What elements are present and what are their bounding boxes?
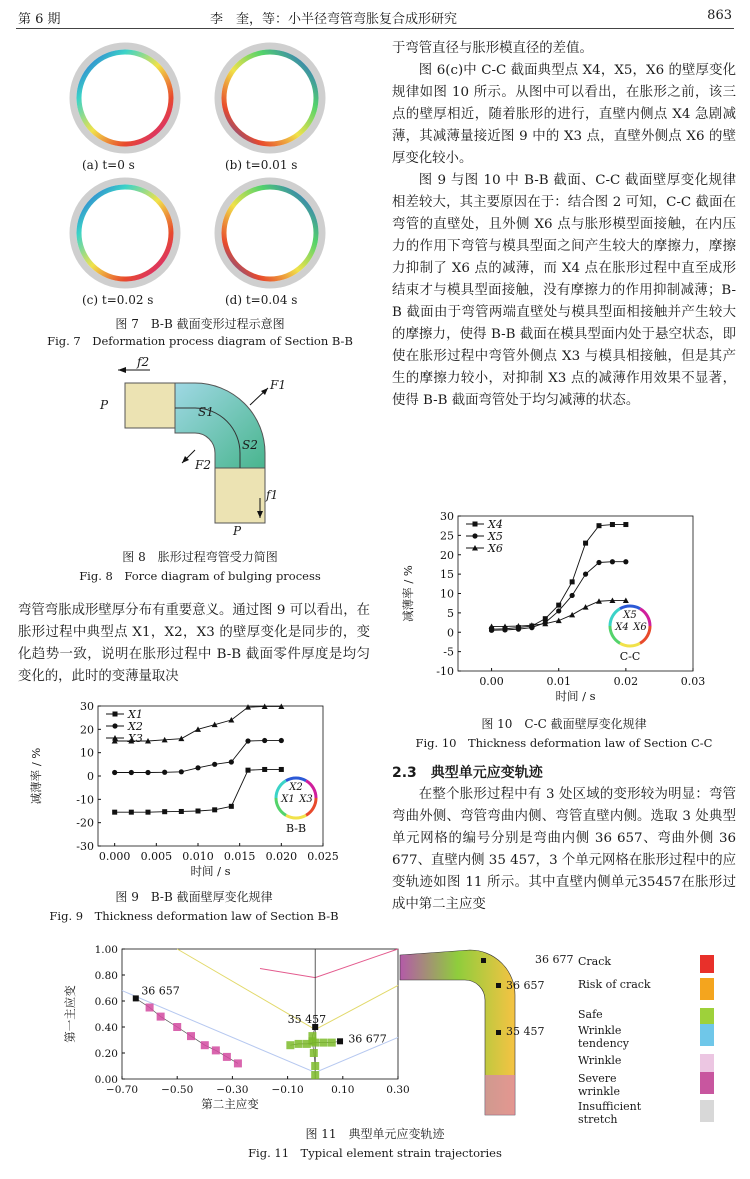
x-tick-label: 0.020 [265, 850, 298, 863]
data-point-X1 [162, 809, 167, 814]
element-label-36677: 36 677 [348, 1032, 387, 1046]
x-tick-label: 0.10 [331, 1084, 355, 1096]
data-point-X5 [623, 559, 628, 564]
x-tick-label: 0.010 [182, 850, 214, 863]
data-point-36 657 [157, 1013, 165, 1021]
data-point-X2 [112, 770, 117, 775]
label-f2: f2 [137, 355, 150, 369]
legend-risk: Risk of crack [578, 978, 726, 1008]
data-point-X5 [583, 572, 588, 577]
x-axis-label: 时间 / s [190, 864, 231, 878]
y-tick-label: 10 [440, 587, 454, 601]
figure-9 [28, 700, 368, 878]
legend-label: X1 [128, 708, 143, 721]
inset-section-label: C-C [619, 650, 641, 663]
data-point-X2 [145, 770, 150, 775]
fig7-panel-a [73, 46, 177, 150]
x-tick-label: 0.00 [479, 675, 504, 688]
y-tick-label: 0.80 [94, 970, 118, 982]
label-s1: S1 [198, 405, 214, 419]
data-point-X2 [279, 738, 284, 743]
right-p3: 图 9 与图 10 中 B-B 截面、C-C 截面壁厚变化规律相差较大，其主要原因在于：结合图 2 可知，C-C 截面在弯管的直壁处，且外侧 X6 点与胀形模型面接触，在内压力的作用下弯管与模具型面之间产生较大的摩擦力，摩擦力抑制了 X6 点的减薄，而 X4 点在胀形过程中直至成形结束才与模具型面接触，没有摩擦力的作用抑制减薄；B-B 截面由于弯管两端直壁处与模具型面相接触并产生较大的摩擦力，使得 B-B 截面在模具型面内处于悬空状态，即使在胀形过程中弯管外侧点 X3 与模具相接触，但是其产生的摩擦力较小，对抑制 X3 点的减薄作用效果不显著，使得 B-B 截面弯管处于均匀减薄的状态。 [392, 173, 736, 408]
section-p1: 在整个胀形过程中有 3 处区域的变形较为明显：弯管弯曲外侧、弯管弯曲内侧、弯管直壁内侧。选取 3 处典型单元网格的编号分别是弯曲内侧 36 657、弯曲外侧 36 677、直壁内侧 35 457，3 个单元网格在胀形过程中的应变轨迹如图 11 所示。其中直壁内侧单元35457在胀形过成中第二主应变 [392, 787, 736, 912]
x-tick-label: 0.025 [307, 850, 339, 863]
inset-ring-segment [620, 643, 640, 646]
data-point-X4 [570, 579, 575, 584]
data-point-X2 [212, 762, 217, 767]
legend-label: X4 [488, 518, 503, 531]
legend-wrinkle-tendency: Wrinkle tendency [578, 1024, 726, 1054]
data-point-36 677 [286, 1041, 294, 1049]
section-paragraph [392, 784, 736, 916]
y-tick-label: 0.40 [94, 1022, 118, 1034]
fig7-panels [20, 38, 380, 348]
data-point-X2 [195, 765, 200, 770]
limit-curve-red [260, 949, 398, 978]
data-point-36 677 [311, 1039, 319, 1047]
data-point-X1 [262, 767, 267, 772]
data-point-36 657 [173, 1023, 181, 1031]
data-point-X5 [556, 608, 561, 613]
x-tick-label: −0.50 [161, 1084, 194, 1096]
label-p-bottom: P [233, 524, 242, 538]
legend-insufficient: Insufficient stretch [578, 1100, 726, 1128]
x-tick-label: −0.70 [105, 1084, 139, 1096]
x-axis-label: 第二主应变 [201, 1097, 259, 1111]
right-p1: 于弯管直径与胀形模直径的差值。 [392, 41, 593, 56]
y-tick-label: -10 [76, 793, 94, 807]
header-rule [16, 28, 734, 29]
label-f1-lower: f1 [266, 488, 279, 502]
data-point-36 677 [295, 1040, 303, 1048]
left-paragraph [18, 600, 370, 688]
fig7-panel-c [73, 181, 177, 285]
label-f2-lower: F2 [195, 458, 211, 472]
issue-number: 第 6 期 [18, 12, 61, 27]
data-point-X1 [196, 809, 201, 814]
legend-label: X6 [488, 542, 503, 555]
legend-wrinkle: Wrinkle [578, 1054, 726, 1072]
figure-11 [60, 935, 740, 1126]
fig7-label-b: (b) t=0.01 s [225, 158, 298, 172]
data-point-X4 [583, 541, 588, 546]
data-point-X6 [569, 612, 575, 618]
x-tick-label: 0.30 [386, 1084, 410, 1096]
legend-swatch [700, 1054, 714, 1072]
inset-point-label: X4 [615, 622, 629, 633]
y-axis-label: 第一主应变 [63, 985, 77, 1043]
figure-7 [20, 38, 380, 348]
x-tick-label: 0.02 [613, 675, 639, 688]
legend-marker [112, 723, 117, 728]
left-paragraph-text: 弯管弯胀成形壁厚分布有重要意义。通过图 9 可以看出，在胀形过程中典型点 X1，X2，X3 的壁厚变化是同步的，变化趋势一致，说明在胀形过程中 B-B 截面零件厚度是均匀变化的，此时的变薄量取决 [18, 603, 370, 684]
data-point-X1 [212, 807, 217, 812]
data-point-X1 [279, 767, 284, 772]
legend-marker [473, 522, 478, 527]
data-point-36 677 [328, 1039, 336, 1047]
fig7-caption-cn: 图 7 B-B 截面变形过程示意图 [115, 317, 285, 331]
inset-point-label: X5 [623, 610, 637, 621]
data-point-36 657 [133, 995, 139, 1001]
fig7-panel-d [218, 181, 322, 285]
data-point-X5 [610, 559, 615, 564]
data-point-35 457 [311, 1071, 319, 1079]
part-label-b: 36 657 [506, 979, 545, 992]
y-tick-label: 20 [440, 548, 454, 562]
x-tick-label: 0.03 [680, 675, 706, 688]
data-point-36 657 [146, 1004, 154, 1012]
data-point-X2 [179, 769, 184, 774]
y-axis-label: 减薄率 / % [401, 565, 415, 622]
y-tick-label: -30 [76, 840, 94, 853]
y-tick-label: 25 [440, 529, 454, 543]
x-tick-label: −0.10 [271, 1084, 304, 1096]
data-point-X1 [112, 810, 117, 815]
data-point-36 677 [303, 1040, 311, 1048]
data-point-X2 [129, 770, 134, 775]
fig7-panel-b [218, 46, 322, 150]
data-point-X2 [262, 738, 267, 743]
data-point-X5 [596, 560, 601, 565]
data-point-36 657 [201, 1041, 209, 1049]
right-column-text [392, 38, 736, 412]
legend-swatch [700, 955, 714, 973]
fig10-caption-cn: 图 10 C-C 截面壁厚变化规律 [481, 717, 647, 731]
x-tick-label: −0.30 [216, 1084, 249, 1096]
data-point-X5 [570, 593, 575, 598]
data-point-35 457 [310, 1049, 318, 1057]
limit-curve-blue [122, 991, 398, 1073]
fig11-caption-en: Fig. 11 Typical element strain trajectories [248, 1146, 502, 1160]
data-point-X1 [179, 809, 184, 814]
y-tick-label: 0.00 [94, 1074, 118, 1086]
fig11-caption-cn: 图 11 典型单元应变轨迹 [305, 1127, 445, 1141]
inset-point-label: X3 [299, 794, 313, 805]
y-tick-label: 5 [447, 606, 454, 620]
x-tick-label: 0.01 [546, 675, 571, 688]
fig10-caption-en: Fig. 10 Thickness deformation law of Section C-C [415, 736, 713, 750]
data-point-X2 [245, 738, 250, 743]
data-point-X4 [623, 522, 628, 527]
y-tick-label: 20 [80, 723, 94, 737]
fig9-caption-en: Fig. 9 Thickness deformation law of Section B-B [49, 909, 339, 923]
y-tick-label: 0.60 [94, 996, 118, 1008]
fig7-caption-en: Fig. 7 Deformation process diagram of Section B-B [47, 334, 353, 348]
legend-swatch [700, 978, 714, 1000]
legend-swatch [700, 1100, 714, 1122]
legend-label: X3 [128, 732, 143, 745]
figure-8 [20, 350, 380, 590]
inset-point-label: X2 [289, 782, 303, 793]
x-tick-label: 0.000 [98, 850, 131, 863]
y-tick-label: 0 [87, 770, 94, 783]
page-number: 863 [707, 8, 732, 23]
inset-ring-segment [286, 778, 306, 781]
element-label-36657: 36 657 [141, 984, 180, 998]
legend-swatch [700, 1024, 714, 1046]
data-point-36 657 [187, 1032, 195, 1040]
fig7-label-a: (a) t=0 s [82, 158, 135, 172]
data-point-X4 [597, 523, 602, 528]
inset-point-label: X6 [633, 622, 647, 633]
data-point-X6 [556, 618, 562, 624]
fig7-label-c: (c) t=0.02 s [82, 293, 154, 307]
inset-ring-segment [620, 606, 640, 609]
legend-swatch [700, 1072, 714, 1094]
data-point-X1 [129, 810, 134, 815]
fig8-caption-en: Fig. 8 Force diagram of bulging process [79, 569, 321, 583]
part-label-c: 35 457 [506, 1025, 545, 1038]
y-tick-label: 30 [80, 700, 94, 713]
element-label-35457: 35 457 [287, 1013, 327, 1027]
y-tick-label: -5 [443, 645, 454, 659]
data-point-X4 [610, 522, 615, 527]
data-point-X2 [162, 770, 167, 775]
data-point-X4 [556, 603, 561, 608]
y-tick-label: 0 [447, 626, 454, 640]
y-axis-label: 减薄率 / % [29, 747, 43, 805]
inset-point-label: X1 [281, 794, 295, 805]
legend-swatch [700, 1008, 714, 1024]
legend-label: X5 [488, 530, 503, 543]
fig7-label-d: (d) t=0.04 s [225, 293, 298, 307]
data-point-35 457 [311, 1062, 319, 1070]
data-point-X6 [583, 604, 589, 610]
y-tick-label: 30 [440, 510, 454, 523]
label-p-left: P [100, 398, 109, 412]
y-tick-label: -20 [76, 816, 94, 830]
fig8-diagram [20, 350, 380, 540]
legend-safe: Safe [578, 1008, 726, 1024]
inset-ring-segment [286, 815, 306, 818]
fig10-chart [400, 508, 730, 708]
legend-marker [472, 533, 477, 538]
fig9-chart [28, 700, 368, 878]
fig8-caption-cn: 图 8 胀形过程弯管受力简图 [122, 550, 278, 564]
legend-severe-wrinkle: Severe wrinkle [578, 1072, 726, 1100]
series-line-X1 [115, 769, 282, 812]
legend-label: X2 [128, 720, 143, 733]
label-s2: S2 [242, 438, 258, 452]
x-axis-label: 时间 / s [555, 689, 596, 703]
data-point-X1 [146, 810, 151, 815]
y-tick-label: 0.20 [94, 1048, 118, 1060]
y-tick-label: 10 [80, 746, 94, 760]
fig11-chart [60, 935, 410, 1115]
data-point-36 657 [234, 1059, 242, 1067]
legend-crack: Crack [578, 955, 726, 978]
fig9-caption-cn: 图 9 B-B 截面壁厚变化规律 [115, 890, 273, 904]
data-point-X1 [229, 804, 234, 809]
inset-section-label: B-B [285, 822, 307, 835]
label-f1-upper: F1 [270, 378, 286, 392]
data-point-36 657 [212, 1046, 220, 1054]
legend-marker [113, 712, 118, 717]
section-heading: 2.3 典型单元应变轨迹 [392, 765, 543, 781]
right-p2: 图 6(c)中 C-C 截面典型点 X4，X5，X6 的壁厚变化规律如图 10 所示。从图中可以看出，在胀形之前，该三点的壁厚相近，随着胀形的进行，直壁内侧点 X4 急剧减薄，其减薄量接近图 9 中的 X3 点，直壁外侧点 X6 的壁厚变化较小。 [392, 63, 736, 166]
part-label-a: 36 677 [535, 953, 574, 966]
x-tick-label: 0.005 [140, 850, 173, 863]
x-tick-label: 0.015 [223, 850, 256, 863]
data-point-36 677 [319, 1039, 327, 1047]
data-point-X2 [229, 759, 234, 764]
data-point-X1 [246, 768, 251, 773]
y-tick-label: 1.00 [94, 944, 118, 956]
figure-10 [400, 508, 730, 708]
y-tick-label: 15 [440, 568, 454, 582]
y-tick-label: -10 [436, 665, 454, 678]
data-point-36 677 [337, 1038, 343, 1044]
data-point-36 657 [223, 1053, 231, 1061]
fig11-legend [578, 955, 726, 1128]
running-title: 李 奎，等：小半径弯管弯胀复合成形研究 [210, 12, 458, 27]
